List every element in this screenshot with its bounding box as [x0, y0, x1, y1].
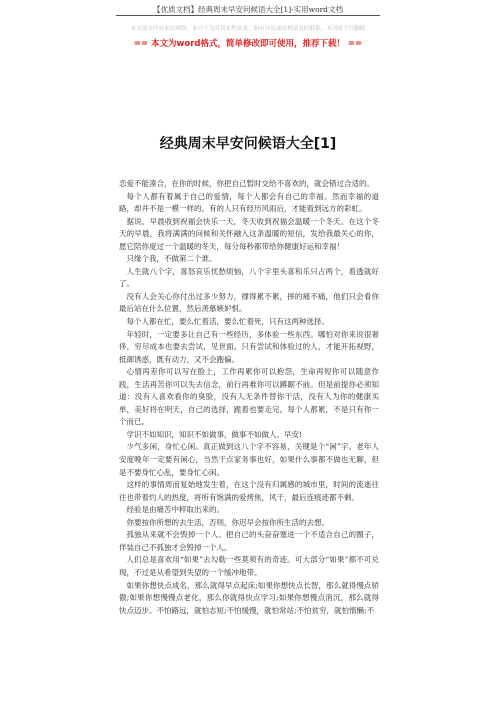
- copyright-note: 本文部分内容来自网络，本司不为其真实性负责，如有异议或侵权请及时联系，本司将予以删除: [130, 26, 366, 32]
- paragraph: 这样的事情周而复始地发生着，在这个没有归属感的城市里，时间的流逝往往也带着灼人的热度，将所有饱满的爱烤焦，风干，最后连痕迹都不剩。: [119, 480, 379, 502]
- paragraph: 心情再差你可以写在脸上，工作再累你可以抱怨，生命再短你可以随意作践，生活再苦你可以失去信念，前行再难你可以蹲踞不前。但是前提你必须知道：没有人喜欢看你的臭脸，没有人无条件替你干活，没有人为你的健康买单，美好将在明天，自己的选择，跪着也要走完。每个人都累，不是只有你一个而已。: [119, 367, 379, 427]
- paragraph: 只缘个我，不做第二个谁。: [126, 254, 217, 264]
- paragraph: 没有人会关心你付出过多少努力，撑得累不累，摔的痛不痛，他们只会看你最后站在什么位置，然后羡慕嫉妒恨。: [119, 291, 379, 314]
- paragraph: 每个人都在忙，要么忙着活，要么忙着死，只有这两种选择。: [126, 317, 329, 327]
- paragraph: 学识不如知识，知识不如做事，做事不如做人。早安!: [126, 429, 303, 439]
- paragraph: 经验是由痛苦中粹取出来的。: [126, 505, 224, 515]
- document-title: 经典周末早安问候语大全[1]: [159, 136, 337, 152]
- document-header-label: 【优质文档】经典周末早安问候语大全[1]-实用word文档: [153, 5, 343, 14]
- paragraph: 人们总是喜欢用“如果”去勾勒一些莫须有的奇迹。可大部分“如果”都不可兑现，不过是从希望到失望的一个缓冲地带。: [119, 555, 379, 577]
- header-rule: [116, 15, 380, 16]
- paragraph: 如果你想快点成名，那么就得早点起床;如果你想快点长智，那么就得慢点骄傲;如果你想慢慢点老化，那么你就得快点学习;如果你想慢点消沉，那么就得快点迈步。不怕路远，就怕志短;不怕缓慢，就怕常站;不怕贫穷，就怕惰懒;不: [119, 580, 379, 615]
- paragraph: 孤独从来就不会毁掉一个人。把自己的头奋奋塞进一个不适合自己的圈子，佯装自己不孤独才会毁掉一个人。: [119, 530, 379, 552]
- document-body: [119, 178, 379, 617]
- paragraph: 据说，早晨收到祝福会快乐一天，冬天收到祝福会温暖一个冬天。在这个冬天的早晨，我将满满的问候和关怀融入这条温暖的短信，发给我最关心的你，愿它陪你度过一个温暖的冬天，每分每秒都带给你健康好运和幸福！: [119, 216, 379, 251]
- paragraph: 人生就八个字，喜怒哀乐忧愁烦恼，八个字里头喜和乐只占两个，看透就好了。: [119, 266, 379, 289]
- paragraph: 恋爱不能凑合，在你的时候，你把自己暂时交给不喜欢的，就会错过合适的。: [119, 179, 374, 188]
- paragraph: 年轻时，一定要多让自己有一些经历，多体验一些东西。哪怕对你来说很奢侈，穷尽成本也要去尝试，见世面。只有尝试和体验过的人，才能开拓视野，抵御诱惑，既有动力，又不会跑偏。: [119, 329, 379, 364]
- promo-banner: == 本文为word格式，简单修改即可使用，推荐下载！ ==: [133, 39, 363, 49]
- paragraph: 少气多闲，身忙心闲。真正做到这八个字不容易，关键是个“闲”字。老年人安度晚年一定要有闲心，当然干点家务事也好，如果什么事都不做也无聊，但是不要身忙心乱，要身忙心闲。: [119, 442, 379, 477]
- paragraph: 你要按你所想的去生活，否则，你迟早会按你所生活的去想。: [126, 517, 329, 527]
- paragraph: 每个人都有着属于自己的爱情，每个人都会有自己的幸福。然而幸福的道路，却并不是一模一样的。有的人只有经历风雨后，才能看到远方的彩虹。: [119, 191, 379, 214]
